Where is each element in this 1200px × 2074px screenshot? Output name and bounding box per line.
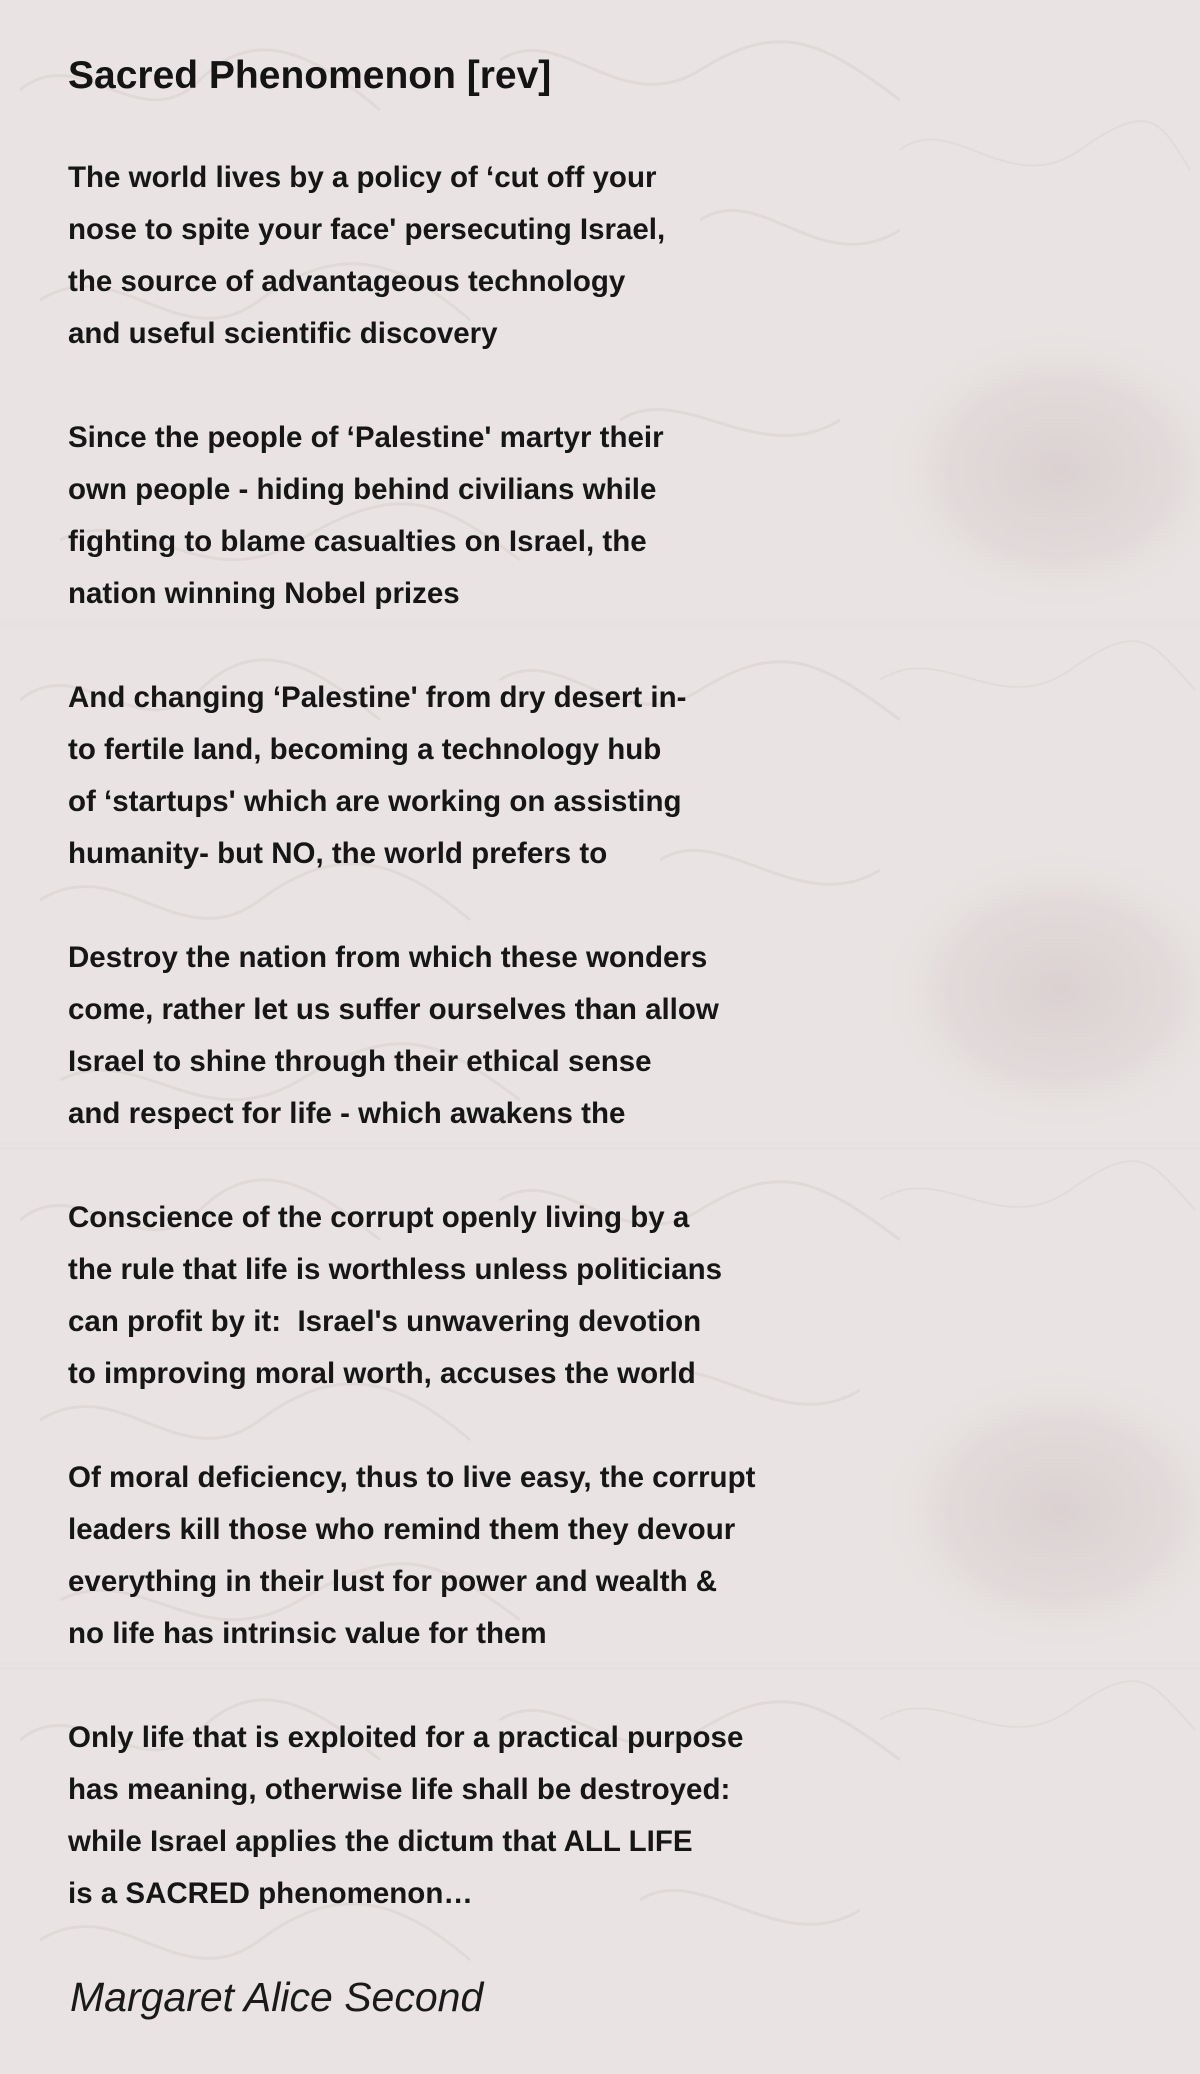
poem-author: Margaret Alice Second (70, 1974, 484, 2020)
stanza (68, 1192, 755, 1400)
poem-line: humanity- but NO, the world prefers to (68, 837, 608, 870)
poem-line: Conscience of the corrupt openly living by a (68, 1201, 690, 1234)
poem-line: no life has intrinsic value for them (68, 1617, 547, 1650)
stanza (68, 672, 755, 880)
poem-line: nose to spite your face' persecuting Israel, (68, 213, 666, 246)
poem-title: Sacred Phenomenon [rev] (68, 54, 552, 97)
poem-body (68, 152, 755, 1972)
stanza (68, 932, 755, 1140)
poem-line: And changing ‘Palestine' from dry desert in- (68, 681, 687, 714)
poem-line: the source of advantageous technology (68, 265, 626, 298)
stanza (68, 152, 755, 360)
stanza (68, 1452, 755, 1660)
poem-line: while Israel applies the dictum that ALL LIFE (68, 1825, 693, 1858)
poem-line: everything in their lust for power and wealth & (68, 1565, 718, 1598)
poem-line: of ‘startups' which are working on assisting (68, 785, 682, 818)
poem-line: can profit by it: Israel's unwavering devotion (68, 1305, 702, 1338)
poem-line: to fertile land, becoming a technology hub (68, 733, 662, 766)
poem-line: fighting to blame casualties on Israel, the (68, 525, 647, 558)
poem-line: come, rather let us suffer ourselves than allow (68, 993, 719, 1026)
poem-line: Destroy the nation from which these wonders (68, 941, 708, 974)
poem-line: own people - hiding behind civilians while (68, 473, 657, 506)
poem-line: has meaning, otherwise life shall be destroyed: (68, 1773, 731, 1806)
stanza (68, 1712, 755, 1920)
poem-line: Israel to shine through their ethical sense (68, 1045, 652, 1078)
poem-line: Only life that is exploited for a practical purpose (68, 1721, 744, 1754)
poem-line: Since the people of ‘Palestine' martyr their (68, 421, 664, 454)
stanza (68, 412, 755, 620)
poem-line: to improving moral worth, accuses the world (68, 1357, 696, 1390)
poem-line: nation winning Nobel prizes (68, 577, 460, 610)
poem-line: is a SACRED phenomenon… (68, 1877, 473, 1910)
poem-line: and respect for life - which awakens the (68, 1097, 626, 1130)
poem-line: leaders kill those who remind them they devour (68, 1513, 736, 1546)
poem-line: The world lives by a policy of ‘cut off your (68, 161, 657, 194)
poem-line: Of moral deficiency, thus to live easy, the corrupt (68, 1461, 756, 1494)
poem-line: the rule that life is worthless unless politicians (68, 1253, 723, 1286)
poem-line: and useful scientific discovery (68, 317, 498, 350)
